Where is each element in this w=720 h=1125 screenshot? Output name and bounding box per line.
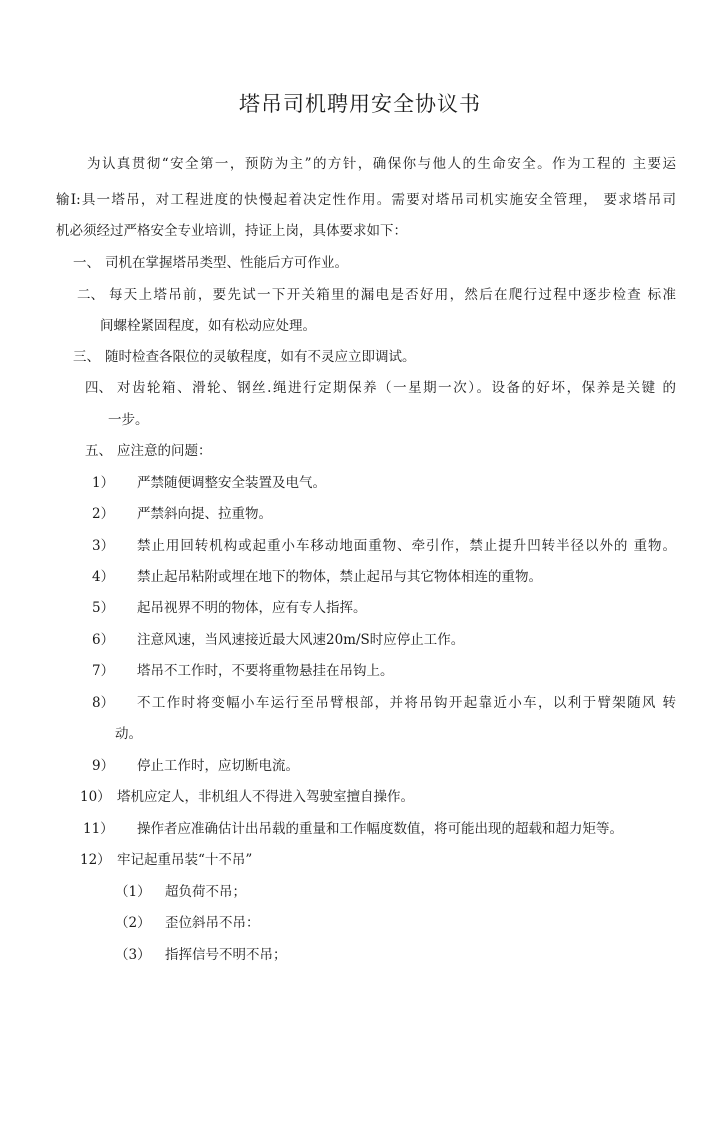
section-marker: 二、 xyxy=(77,287,104,303)
item-number: 4） xyxy=(92,569,115,585)
section-marker: 三、 xyxy=(73,349,100,365)
section-marker: 一、 xyxy=(73,255,100,271)
section-marker: 五、 xyxy=(85,443,112,459)
item-number: 2） xyxy=(92,506,115,522)
sub-item-text: 超负荷不吊； xyxy=(165,884,246,900)
section-text: 随时检查各限位的灵敏程度，如有不灵应立即调试。 xyxy=(105,349,416,365)
sub-item-number: （3） xyxy=(115,947,151,963)
item-number: 11） xyxy=(83,821,114,837)
section-text: 一步。 xyxy=(108,412,149,428)
sub-item-text: 歪位斜吊不吊： xyxy=(165,915,260,931)
sub-item-number: （1） xyxy=(115,884,151,900)
section-text: 应注意的问题： xyxy=(117,443,212,459)
item-text: 动。 xyxy=(115,726,142,742)
item-text: 牢记起重吊装“十不吊” xyxy=(117,852,253,868)
item-number: 7） xyxy=(92,663,115,679)
item-text: 不工作时将变幅小车运行至吊臂根部，并将吊钩开起靠近小车，以利于臂架随风 转 xyxy=(137,695,676,711)
item-number: 8） xyxy=(92,695,115,711)
item-number: 1） xyxy=(92,475,115,491)
item-number: 9） xyxy=(92,758,115,774)
item-number: 10） xyxy=(80,789,111,805)
item-number: 3） xyxy=(92,538,115,554)
item-text: 塔机应定人，非机组人不得进入驾驶室擅自操作。 xyxy=(117,789,414,805)
intro-line: 为认真贯彻“安全第一，预防为主”的方针，确保你与他人的生命安全。作为工程的 主要运 xyxy=(87,156,676,172)
item-text: 严禁随便调整安全装置及电气。 xyxy=(137,475,326,491)
intro-line: 机必须经过严格安全专业培训，持证上岗，具体要求如下： xyxy=(56,223,407,239)
section-text: 间螺栓紧固程度，如有松动应处理。 xyxy=(100,318,316,334)
sub-item-text: 指挥信号不明不吊； xyxy=(165,947,287,963)
section-text: 每天上塔吊前，要先试一下开关箱里的漏电是否好用，然后在爬行过程中逐步检查 标准 xyxy=(109,287,676,303)
item-text: 严禁斜向提、拉重物。 xyxy=(137,506,272,522)
intro-line: 输I:具一塔吊，对工程进度的快慢起着决定性作用。需要对塔吊司机实施安全管理， 要求塔吊司 xyxy=(56,192,676,208)
section-text: 司机在掌握塔吊类型、性能后方可作业。 xyxy=(105,255,348,271)
document-title: 塔吊司机聘用安全协议书 xyxy=(239,92,481,116)
section-marker: 四、 xyxy=(85,380,112,396)
item-text: 禁止起吊粘附或埋在地下的物体，禁止起吊与其它物体相连的重物。 xyxy=(137,569,542,585)
item-number: 5） xyxy=(92,600,115,616)
item-text: 塔吊不工作时，不要将重物悬挂在吊钩上。 xyxy=(137,663,394,679)
item-text: 禁止用回转机构或起重小车移动地面重物、牵引作，禁止提升凹转半径以外的 重物。 xyxy=(137,538,676,554)
item-text: 注意风速，当风速接近最大风速20m/S时应停止工作。 xyxy=(137,632,465,648)
sub-item-number: （2） xyxy=(115,915,151,931)
item-number: 6） xyxy=(92,632,115,648)
item-text: 停止工作时，应切断电流。 xyxy=(137,758,299,774)
section-text: 对齿轮箱、滑轮、钢丝.绳进行定期保养（一星期一次）。设备的好坏，保养是关键 的 xyxy=(117,380,676,396)
item-number: 12） xyxy=(80,852,111,868)
item-text: 起吊视界不明的物体，应有专人指挥。 xyxy=(137,600,367,616)
item-text: 操作者应准确估计出吊载的重量和工作幅度数值，将可能出现的超载和超力矩等。 xyxy=(137,821,623,837)
